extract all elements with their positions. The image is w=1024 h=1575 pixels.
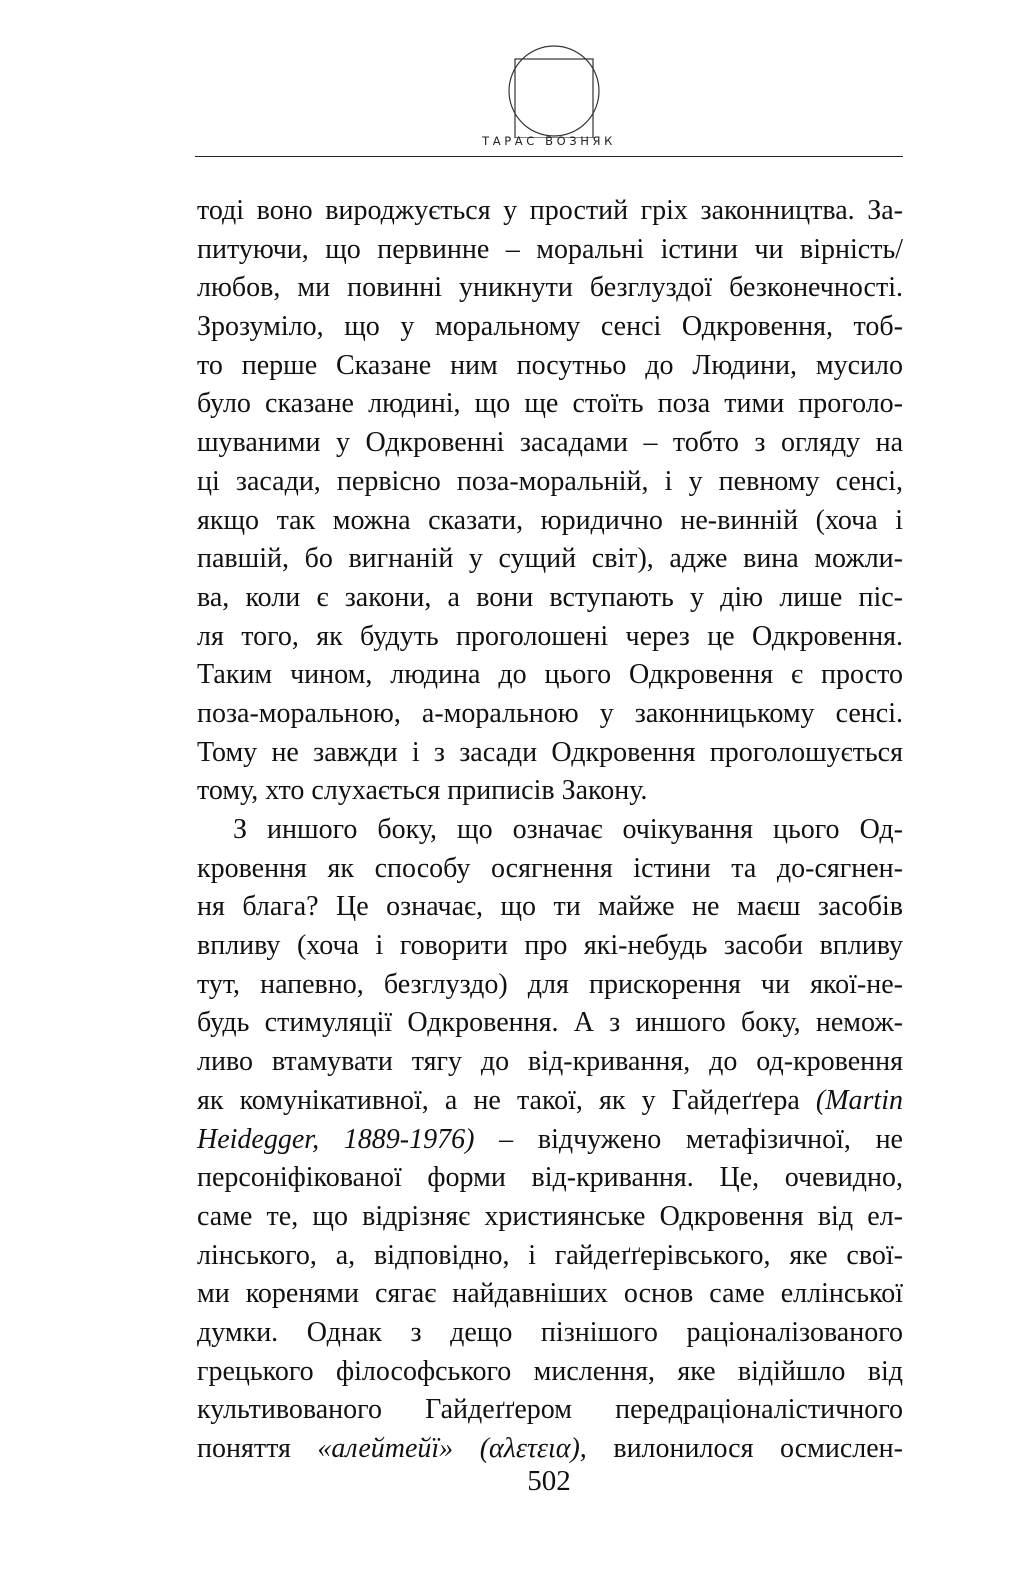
text-line: ля того, як будуть проголошені через це Одкровення.	[197, 620, 903, 652]
text-line: культивованого Гайдеґґером передраціоналістичного	[197, 1394, 903, 1426]
main-text	[197, 192, 903, 1469]
italic-citation: Heidegger, 1889-1976)	[197, 1123, 475, 1155]
text-line	[197, 1082, 903, 1121]
text-line: ливо втамувати тягу до від-кривання, до од-кровення	[197, 1046, 903, 1078]
line-text: вилонилося осмислен-	[586, 1433, 903, 1464]
text-line	[197, 1121, 903, 1160]
text-line: Таким чином, людина до цього Одкровення є просто	[197, 659, 903, 691]
header-rule	[195, 156, 903, 157]
text-line: лінського, а, відповідно, і гайдеґґерівського, яке свої-	[197, 1239, 903, 1271]
text-line: ми коренями сягає найдавніших основ саме еллінської	[197, 1278, 903, 1310]
line-text: поняття	[197, 1433, 318, 1464]
text-line: Зрозуміло, що у моральному сенсі Одкровення, тоб-	[197, 311, 903, 343]
italic-citation: (Martin	[815, 1084, 903, 1116]
text-line: шуваними у Одкровенні засадами – тобто з огляду на	[197, 427, 903, 459]
italic-term: «алейтейї» (αλετεια),	[317, 1433, 587, 1464]
text-line: питуючи, що первинне – моральні істини чи вірність/	[197, 233, 903, 265]
text-line: думки. Однак з дещо пізнішого раціоналізованого	[197, 1316, 903, 1348]
text-line: павшій, бо вигнаній у сущий світ), адже вина можли-	[197, 543, 903, 575]
line-text: як комунікативної, а не такої, як у Гайдеґґера	[197, 1084, 816, 1116]
text-line: поза-моральною, а-моральною у законницькому сенсі.	[197, 697, 903, 729]
text-line: якщо так можна сказати, юридично не-винній (хоча і	[197, 504, 903, 536]
text-line: З иншого боку, що означає очікування цього Од-	[233, 814, 903, 845]
text-line: ці засади, первісно поза-моральній, і у певному сенсі,	[197, 465, 903, 497]
text-line: персоніфікованої форми від-кривання. Це, очевидно,	[197, 1162, 903, 1194]
circle-square-emblem-icon	[507, 44, 601, 138]
text-line: ва, коли є закони, а вони вступають у дію лише піс-	[197, 581, 903, 613]
running-head-author: ТАРАС ВОЗНЯК	[482, 134, 616, 148]
text-line: було сказане людині, що ще стоїть поза тими проголо-	[197, 388, 903, 420]
text-line: грецького філософського мислення, яке відійшло від	[197, 1355, 903, 1387]
text-line: саме те, що відрізняє християнське Одкровення від ел-	[197, 1200, 903, 1232]
line-text: – відчужено метафізичної, не	[474, 1123, 903, 1155]
page-number: 502	[527, 1465, 571, 1497]
text-line: тому, хто слухається приписів Закону.	[197, 775, 648, 807]
text-line: Тому не завжди і з засади Одкровення проголошується	[197, 736, 903, 768]
text-line	[197, 1430, 903, 1469]
text-line: впливу (хоча і говорити про які-небудь засоби впливу	[197, 930, 903, 962]
text-line: ня блага? Це означає, що ти майже не маєш засобів	[197, 891, 903, 923]
text-line: тут, напевно, безглуздо) для прискорення чи якої-не-	[197, 968, 903, 1000]
text-line: тоді воно вироджується у простий гріх законництва. За-	[197, 195, 903, 226]
text-line: то перше Сказане ним посутньо до Людини, мусило	[197, 349, 903, 381]
text-line: любов, ми повинні уникнути безглуздої безконечності.	[197, 272, 903, 304]
text-line: кровення як способу осягнення істини та до-сягнен-	[197, 852, 903, 884]
text-line: будь стимуляції Одкровення. А з иншого боку, немож-	[197, 1007, 903, 1039]
